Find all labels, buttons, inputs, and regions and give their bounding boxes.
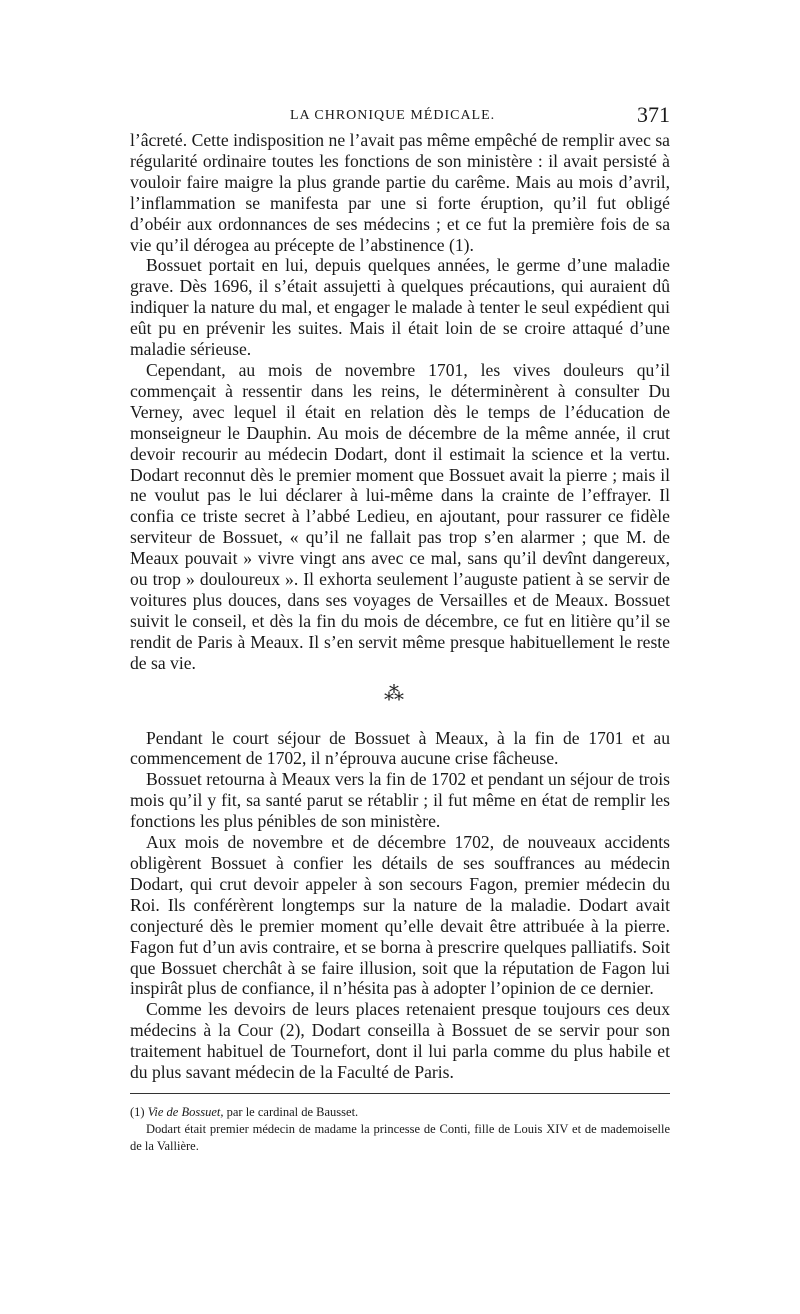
main-text: [130, 130, 670, 1083]
paragraph: Aux mois de novembre et de décembre 1702, de nouveaux accidents obligèrent Bossuet à confier les détails de ses souffrances au médecin Dodart, qui crut devoir appeler à son secours Fagon, premier médecin du Roi. Ils conférèrent longtemps sur la nature de la maladie. Dodart avait conjecturé dès le premier moment qu’elle devait être attribuée à la pierre. Fagon fut d’un avis contraire, et se borna à prescrire quelques palliatifs. Soit que Bossuet cherchât à se faire illusion, soit que la réputation de Fagon lui inspirât plus de confiance, il n’hésita pas à adopter l’opinion de ce dernier.: [130, 832, 670, 999]
footnote-divider: [130, 1093, 670, 1094]
footnote-2: Dodart était premier médecin de madame la princesse de Conti, fille de Louis XIV et de mademoiselle de la Vallière.: [130, 1121, 670, 1153]
paragraph: Bossuet retourna à Meaux vers la fin de 1702 et pendant un séjour de trois mois qu’il y fit, sa santé parut se rétablir ; il fut même en état de remplir les fonctions les plus pénibles de son ministère.: [130, 769, 670, 832]
footnotes: [130, 1104, 670, 1155]
paragraph: Comme les devoirs de leurs places retenaient presque toujours ces deux médecins à la Cour (2), Dodart conseilla à Bossuet de se servir pour son traitement habituel de Tournefort, dont il lui parla comme du plus habile et du plus savant médecin de la Faculté de Paris.: [130, 999, 670, 1083]
running-header: [130, 100, 670, 130]
section-break: [130, 674, 670, 728]
footnote-marker: (1): [130, 1104, 145, 1119]
paragraph: Cependant, au mois de novembre 1701, les vives douleurs qu’il commençait à ressentir dans les reins, le déterminèrent à consulter Du Verney, avec lequel il était en relation dès le temps de l’éducation de monseigneur le Dauphin. Au mois de décembre de la même année, il crut devoir recourir au médecin Dodart, dont il estimait la science et la vertu. Dodart reconnut dès le premier moment que Bossuet avait la pierre ; mais il ne voulut pas le lui déclarer à lui-même dans la crainte de l’effrayer. Il confia ce triste secret à l’abbé Ledieu, en ajoutant, pour rassurer ce fidèle serviteur de Bossuet, « qu’il ne fallait pas trop s’en alarmer ; que M. de Meaux pouvait » vivre vingt ans avec ce mal, sans qu’il devînt dangereux, ou trop » douloureux ». Il exhorta seulement l’auguste patient à se servir de voitures plus douces, dans ses voyages de Versailles et de Meaux. Bossuet suivit le conseil, et dès la fin du mois de décembre, ce fut en litière qu’il se rendit de Paris à Meaux. Il s’en servit même presque habituellement le reste de sa vie.: [130, 359, 670, 673]
footnote-1: [130, 1104, 670, 1121]
document-page: [130, 100, 670, 1155]
paragraph: l’âcreté. Cette indisposition ne l’avait pas même empêché de remplir avec sa régularité ordinaire toutes les fonctions de son ministère : il avait persisté à vouloir faire maigre la plus grande partie du carême. Mais au mois d’avril, l’inflammation se manifesta par une si forte éruption, qu’il fut obligé d’obéir aux ordonnances de ses médecins ; et ce fut la première fois de sa vie qu’il dérogea au précepte de l’abstinence (1).: [130, 130, 670, 255]
footnote-text: par le cardinal de Bausset.: [226, 1104, 359, 1119]
paragraph: Bossuet portait en lui, depuis quelques années, le germe d’une maladie grave. Dès 1696, il s’était assujetti à quelques précautions, qui auraient dû indiquer la nature du mal, et engager le malade à tenter le seul expédient qui eût pu en prévenir les suites. Mais il était loin de se croire attaqué d’une maladie sérieuse.: [130, 255, 670, 360]
page-number: 371: [637, 102, 670, 127]
running-title: LA CHRONIQUE MÉDICALE.: [290, 108, 496, 123]
paragraph: Pendant le court séjour de Bossuet à Meaux, à la fin de 1701 et au commencement de 1702, il n’éprouva aucune crise fâcheuse.: [130, 727, 670, 769]
footnote-book-title: Vie de Bossuet,: [147, 1104, 224, 1119]
asterism-glyph: ⁂: [384, 682, 404, 705]
asterism-ornament: [382, 682, 406, 706]
